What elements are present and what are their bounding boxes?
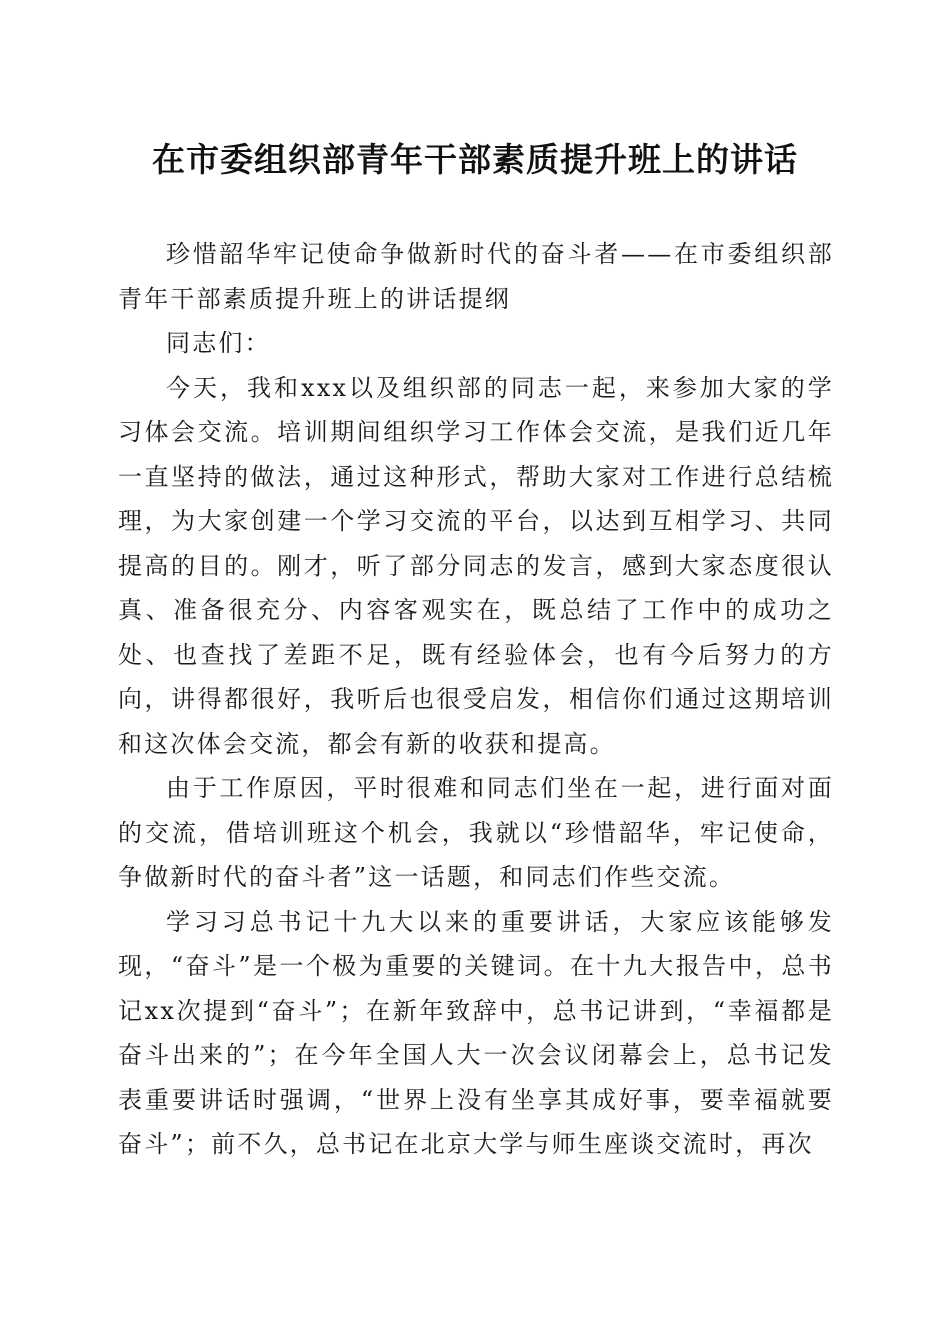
document-title: 在市委组织部青年干部素质提升班上的讲话	[152, 140, 798, 179]
body-paragraph: 学习习总书记十九大以来的重要讲话，大家应该能够发现，“奋斗”是一个极为重要的关键词。在十九大报告中，总书记xx次提到“奋斗”；在新年致辞中，总书记讲到，“幸福都是奋斗出来的”；在今年全国人大一次会议闭幕会上，总书记发表重要讲话时强调，“世界上没有坐享其成好事，要幸福就要奋斗”；前不久，总书记在北京大学与师生座谈交流时，再次	[118, 907, 834, 1158]
body-paragraph: 由于工作原因，平时很难和同志们坐在一起，进行面对面的交流，借培训班这个机会，我就以“珍惜韶华，牢记使命，争做新时代的奋斗者”这一话题，和同志们作些交流。	[118, 774, 834, 891]
subtitle-paragraph: 珍惜韶华牢记使命争做新时代的奋斗者——在市委组织部青年干部素质提升班上的讲话提纲	[118, 240, 834, 313]
salutation-paragraph: 同志们：	[166, 329, 271, 357]
body-paragraph: 今天，我和xxx以及组织部的同志一起，来参加大家的学习体会交流。培训期间组织学习工作体会交流，是我们近几年一直坚持的做法，通过这种形式，帮助大家对工作进行总结梳理，为大家创建一个学习交流的平台，以达到互相学习、共同提高的目的。刚才，听了部分同志的发言，感到大家态度很认真、准备很充分、内容客观实在，既总结了工作中的成功之处、也查找了差距不足，既有经验体会，也有今后努力的方向，讲得都很好，我听后也很受启发，相信你们通过这期培训和这次体会交流，都会有新的收获和提高。	[118, 373, 834, 758]
document-body	[118, 232, 834, 1167]
